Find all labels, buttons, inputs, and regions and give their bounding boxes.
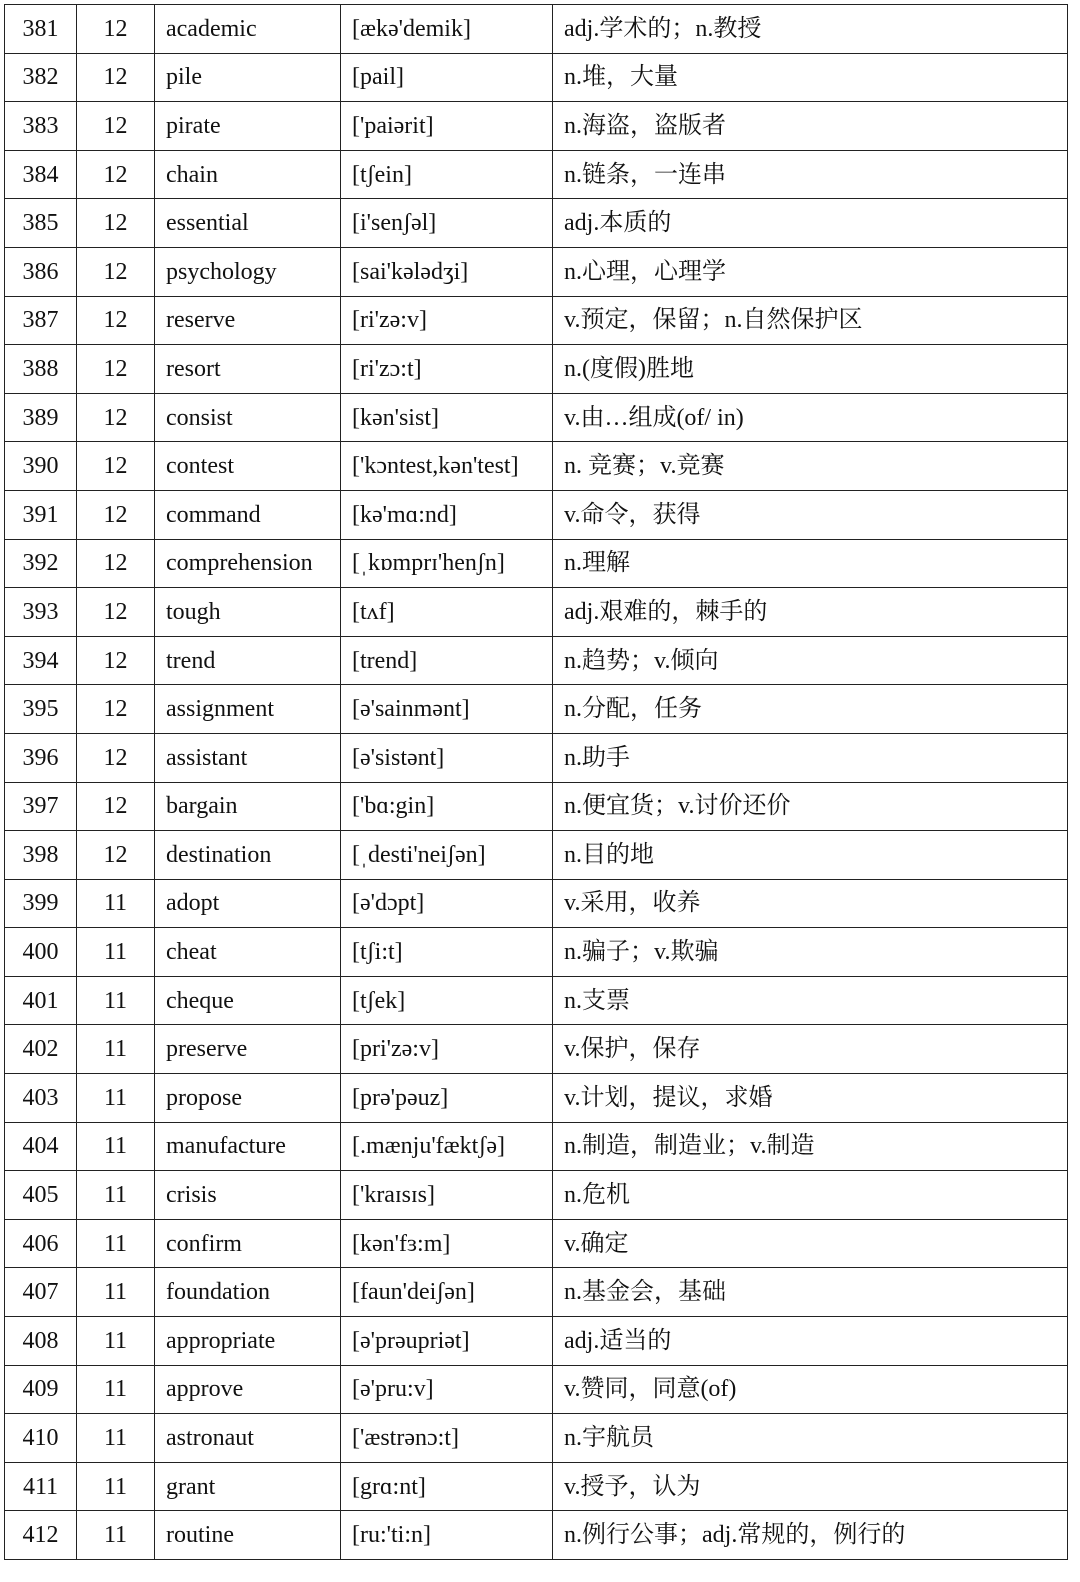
chinese-definition: n.堆，大量 bbox=[553, 53, 1068, 102]
frequency-count: 12 bbox=[77, 588, 155, 637]
frequency-count: 11 bbox=[77, 1122, 155, 1171]
chinese-definition: adj.艰难的，棘手的 bbox=[553, 588, 1068, 637]
phonetic-transcription: [kə'mɑ:nd] bbox=[341, 490, 553, 539]
entry-number: 389 bbox=[5, 393, 77, 442]
english-word: assignment bbox=[155, 685, 341, 734]
chinese-definition: n.基金会，基础 bbox=[553, 1268, 1068, 1317]
table-row bbox=[5, 490, 1068, 539]
table-row bbox=[5, 1074, 1068, 1123]
entry-number: 400 bbox=[5, 928, 77, 977]
entry-number: 395 bbox=[5, 685, 77, 734]
phonetic-transcription: [kən'fɜ:m] bbox=[341, 1219, 553, 1268]
english-word: appropriate bbox=[155, 1317, 341, 1366]
entry-number: 386 bbox=[5, 247, 77, 296]
frequency-count: 11 bbox=[77, 1317, 155, 1366]
entry-number: 392 bbox=[5, 539, 77, 588]
english-word: confirm bbox=[155, 1219, 341, 1268]
table-row bbox=[5, 1511, 1068, 1560]
table-row bbox=[5, 247, 1068, 296]
chinese-definition: n.宇航员 bbox=[553, 1414, 1068, 1463]
entry-number: 401 bbox=[5, 976, 77, 1025]
frequency-count: 12 bbox=[77, 782, 155, 831]
frequency-count: 12 bbox=[77, 102, 155, 151]
entry-number: 404 bbox=[5, 1122, 77, 1171]
english-word: manufacture bbox=[155, 1122, 341, 1171]
frequency-count: 12 bbox=[77, 296, 155, 345]
table-row bbox=[5, 296, 1068, 345]
table-row bbox=[5, 831, 1068, 880]
phonetic-transcription: [ækə'demik] bbox=[341, 5, 553, 54]
entry-number: 396 bbox=[5, 733, 77, 782]
entry-number: 381 bbox=[5, 5, 77, 54]
frequency-count: 11 bbox=[77, 1414, 155, 1463]
frequency-count: 12 bbox=[77, 636, 155, 685]
entry-number: 384 bbox=[5, 150, 77, 199]
table-row bbox=[5, 733, 1068, 782]
english-word: comprehension bbox=[155, 539, 341, 588]
chinese-definition: v.命令，获得 bbox=[553, 490, 1068, 539]
chinese-definition: v.由…组成(of/ in) bbox=[553, 393, 1068, 442]
table-row bbox=[5, 102, 1068, 151]
phonetic-transcription: [ri'zɔ:t] bbox=[341, 345, 553, 394]
english-word: propose bbox=[155, 1074, 341, 1123]
english-word: psychology bbox=[155, 247, 341, 296]
english-word: assistant bbox=[155, 733, 341, 782]
chinese-definition: v.计划，提议，求婚 bbox=[553, 1074, 1068, 1123]
chinese-definition: n.骗子；v.欺骗 bbox=[553, 928, 1068, 977]
table-row bbox=[5, 393, 1068, 442]
english-word: chain bbox=[155, 150, 341, 199]
chinese-definition: n.趋势；v.倾向 bbox=[553, 636, 1068, 685]
chinese-definition: v.授予，认为 bbox=[553, 1462, 1068, 1511]
chinese-definition: n.便宜货；v.讨价还价 bbox=[553, 782, 1068, 831]
phonetic-transcription: ['æstrənɔ:t] bbox=[341, 1414, 553, 1463]
phonetic-transcription: [ru:'ti:n] bbox=[341, 1511, 553, 1560]
english-word: astronaut bbox=[155, 1414, 341, 1463]
entry-number: 410 bbox=[5, 1414, 77, 1463]
phonetic-transcription: [pri'zə:v] bbox=[341, 1025, 553, 1074]
phonetic-transcription: [grɑ:nt] bbox=[341, 1462, 553, 1511]
table-row bbox=[5, 1122, 1068, 1171]
english-word: adopt bbox=[155, 879, 341, 928]
phonetic-transcription: [kən'sist] bbox=[341, 393, 553, 442]
chinese-definition: v.预定，保留；n.自然保护区 bbox=[553, 296, 1068, 345]
frequency-count: 11 bbox=[77, 1462, 155, 1511]
entry-number: 393 bbox=[5, 588, 77, 637]
entry-number: 407 bbox=[5, 1268, 77, 1317]
chinese-definition: v.保护，保存 bbox=[553, 1025, 1068, 1074]
table-row bbox=[5, 1268, 1068, 1317]
table-row bbox=[5, 879, 1068, 928]
chinese-definition: n.(度假)胜地 bbox=[553, 345, 1068, 394]
entry-number: 409 bbox=[5, 1365, 77, 1414]
english-word: resort bbox=[155, 345, 341, 394]
english-word: essential bbox=[155, 199, 341, 248]
frequency-count: 12 bbox=[77, 345, 155, 394]
phonetic-transcription: [tʌf] bbox=[341, 588, 553, 637]
frequency-count: 12 bbox=[77, 539, 155, 588]
phonetic-transcription: [tʃi:t] bbox=[341, 928, 553, 977]
frequency-count: 11 bbox=[77, 1025, 155, 1074]
chinese-definition: n.理解 bbox=[553, 539, 1068, 588]
table-row bbox=[5, 199, 1068, 248]
entry-number: 397 bbox=[5, 782, 77, 831]
frequency-count: 12 bbox=[77, 5, 155, 54]
table-row bbox=[5, 976, 1068, 1025]
frequency-count: 12 bbox=[77, 831, 155, 880]
table-row bbox=[5, 928, 1068, 977]
table-row bbox=[5, 150, 1068, 199]
entry-number: 388 bbox=[5, 345, 77, 394]
entry-number: 412 bbox=[5, 1511, 77, 1560]
entry-number: 411 bbox=[5, 1462, 77, 1511]
chinese-definition: v.确定 bbox=[553, 1219, 1068, 1268]
english-word: bargain bbox=[155, 782, 341, 831]
chinese-definition: n. 竞赛；v.竞赛 bbox=[553, 442, 1068, 491]
entry-number: 390 bbox=[5, 442, 77, 491]
english-word: approve bbox=[155, 1365, 341, 1414]
chinese-definition: n.分配，任务 bbox=[553, 685, 1068, 734]
frequency-count: 11 bbox=[77, 1365, 155, 1414]
vocabulary-table bbox=[4, 4, 1068, 1560]
table-row bbox=[5, 1462, 1068, 1511]
frequency-count: 11 bbox=[77, 1074, 155, 1123]
phonetic-transcription: [ə'sainmənt] bbox=[341, 685, 553, 734]
phonetic-transcription: [ˌkɒmprɪ'henʃn] bbox=[341, 539, 553, 588]
table-row bbox=[5, 1219, 1068, 1268]
chinese-definition: adj.适当的 bbox=[553, 1317, 1068, 1366]
phonetic-transcription: ['paiərit] bbox=[341, 102, 553, 151]
chinese-definition: n.目的地 bbox=[553, 831, 1068, 880]
english-word: academic bbox=[155, 5, 341, 54]
table-row bbox=[5, 636, 1068, 685]
phonetic-transcription: [.mænju'fæktʃə] bbox=[341, 1122, 553, 1171]
table-row bbox=[5, 53, 1068, 102]
table-row bbox=[5, 685, 1068, 734]
phonetic-transcription: [pail] bbox=[341, 53, 553, 102]
table-row bbox=[5, 1171, 1068, 1220]
english-word: routine bbox=[155, 1511, 341, 1560]
phonetic-transcription: [prə'pəuz] bbox=[341, 1074, 553, 1123]
english-word: preserve bbox=[155, 1025, 341, 1074]
phonetic-transcription: [faun'deiʃən] bbox=[341, 1268, 553, 1317]
frequency-count: 12 bbox=[77, 53, 155, 102]
chinese-definition: n.支票 bbox=[553, 976, 1068, 1025]
english-word: destination bbox=[155, 831, 341, 880]
frequency-count: 12 bbox=[77, 150, 155, 199]
frequency-count: 12 bbox=[77, 490, 155, 539]
phonetic-transcription: [i'senʃəl] bbox=[341, 199, 553, 248]
frequency-count: 11 bbox=[77, 928, 155, 977]
phonetic-transcription: ['kɔntest,kən'test] bbox=[341, 442, 553, 491]
table-row bbox=[5, 539, 1068, 588]
table-row bbox=[5, 1414, 1068, 1463]
frequency-count: 12 bbox=[77, 393, 155, 442]
phonetic-transcription: [ri'zə:v] bbox=[341, 296, 553, 345]
entry-number: 383 bbox=[5, 102, 77, 151]
english-word: trend bbox=[155, 636, 341, 685]
phonetic-transcription: ['kraɪsɪs] bbox=[341, 1171, 553, 1220]
phonetic-transcription: [tʃein] bbox=[341, 150, 553, 199]
table-row bbox=[5, 782, 1068, 831]
frequency-count: 11 bbox=[77, 1268, 155, 1317]
table-row bbox=[5, 5, 1068, 54]
english-word: pirate bbox=[155, 102, 341, 151]
english-word: crisis bbox=[155, 1171, 341, 1220]
english-word: consist bbox=[155, 393, 341, 442]
english-word: grant bbox=[155, 1462, 341, 1511]
entry-number: 406 bbox=[5, 1219, 77, 1268]
frequency-count: 12 bbox=[77, 247, 155, 296]
entry-number: 382 bbox=[5, 53, 77, 102]
chinese-definition: n.危机 bbox=[553, 1171, 1068, 1220]
phonetic-transcription: [ə'dɔpt] bbox=[341, 879, 553, 928]
english-word: cheque bbox=[155, 976, 341, 1025]
frequency-count: 11 bbox=[77, 879, 155, 928]
frequency-count: 12 bbox=[77, 199, 155, 248]
frequency-count: 12 bbox=[77, 442, 155, 491]
phonetic-transcription: [ə'prəupriət] bbox=[341, 1317, 553, 1366]
chinese-definition: n.海盗，盗版者 bbox=[553, 102, 1068, 151]
frequency-count: 11 bbox=[77, 1219, 155, 1268]
phonetic-transcription: [trend] bbox=[341, 636, 553, 685]
english-word: pile bbox=[155, 53, 341, 102]
entry-number: 399 bbox=[5, 879, 77, 928]
vocabulary-table-body bbox=[5, 5, 1068, 1560]
frequency-count: 12 bbox=[77, 685, 155, 734]
frequency-count: 12 bbox=[77, 733, 155, 782]
entry-number: 387 bbox=[5, 296, 77, 345]
phonetic-transcription: [ˌdesti'neiʃən] bbox=[341, 831, 553, 880]
phonetic-transcription: [ə'pru:v] bbox=[341, 1365, 553, 1414]
english-word: reserve bbox=[155, 296, 341, 345]
chinese-definition: n.助手 bbox=[553, 733, 1068, 782]
table-row bbox=[5, 1365, 1068, 1414]
table-row bbox=[5, 345, 1068, 394]
entry-number: 405 bbox=[5, 1171, 77, 1220]
chinese-definition: adj.本质的 bbox=[553, 199, 1068, 248]
frequency-count: 11 bbox=[77, 1511, 155, 1560]
chinese-definition: adj.学术的；n.教授 bbox=[553, 5, 1068, 54]
english-word: contest bbox=[155, 442, 341, 491]
table-row bbox=[5, 588, 1068, 637]
table-row bbox=[5, 1025, 1068, 1074]
table-row bbox=[5, 1317, 1068, 1366]
chinese-definition: n.心理，心理学 bbox=[553, 247, 1068, 296]
entry-number: 394 bbox=[5, 636, 77, 685]
frequency-count: 11 bbox=[77, 1171, 155, 1220]
chinese-definition: v.采用，收养 bbox=[553, 879, 1068, 928]
english-word: command bbox=[155, 490, 341, 539]
phonetic-transcription: [ə'sistənt] bbox=[341, 733, 553, 782]
entry-number: 398 bbox=[5, 831, 77, 880]
english-word: cheat bbox=[155, 928, 341, 977]
chinese-definition: n.链条，一连串 bbox=[553, 150, 1068, 199]
phonetic-transcription: [sai'kələdʒi] bbox=[341, 247, 553, 296]
phonetic-transcription: ['bɑ:gin] bbox=[341, 782, 553, 831]
frequency-count: 11 bbox=[77, 976, 155, 1025]
english-word: foundation bbox=[155, 1268, 341, 1317]
phonetic-transcription: [tʃek] bbox=[341, 976, 553, 1025]
chinese-definition: v.赞同，同意(of) bbox=[553, 1365, 1068, 1414]
entry-number: 408 bbox=[5, 1317, 77, 1366]
english-word: tough bbox=[155, 588, 341, 637]
chinese-definition: n.例行公事；adj.常规的，例行的 bbox=[553, 1511, 1068, 1560]
entry-number: 385 bbox=[5, 199, 77, 248]
table-row bbox=[5, 442, 1068, 491]
entry-number: 403 bbox=[5, 1074, 77, 1123]
entry-number: 402 bbox=[5, 1025, 77, 1074]
entry-number: 391 bbox=[5, 490, 77, 539]
chinese-definition: n.制造，制造业；v.制造 bbox=[553, 1122, 1068, 1171]
